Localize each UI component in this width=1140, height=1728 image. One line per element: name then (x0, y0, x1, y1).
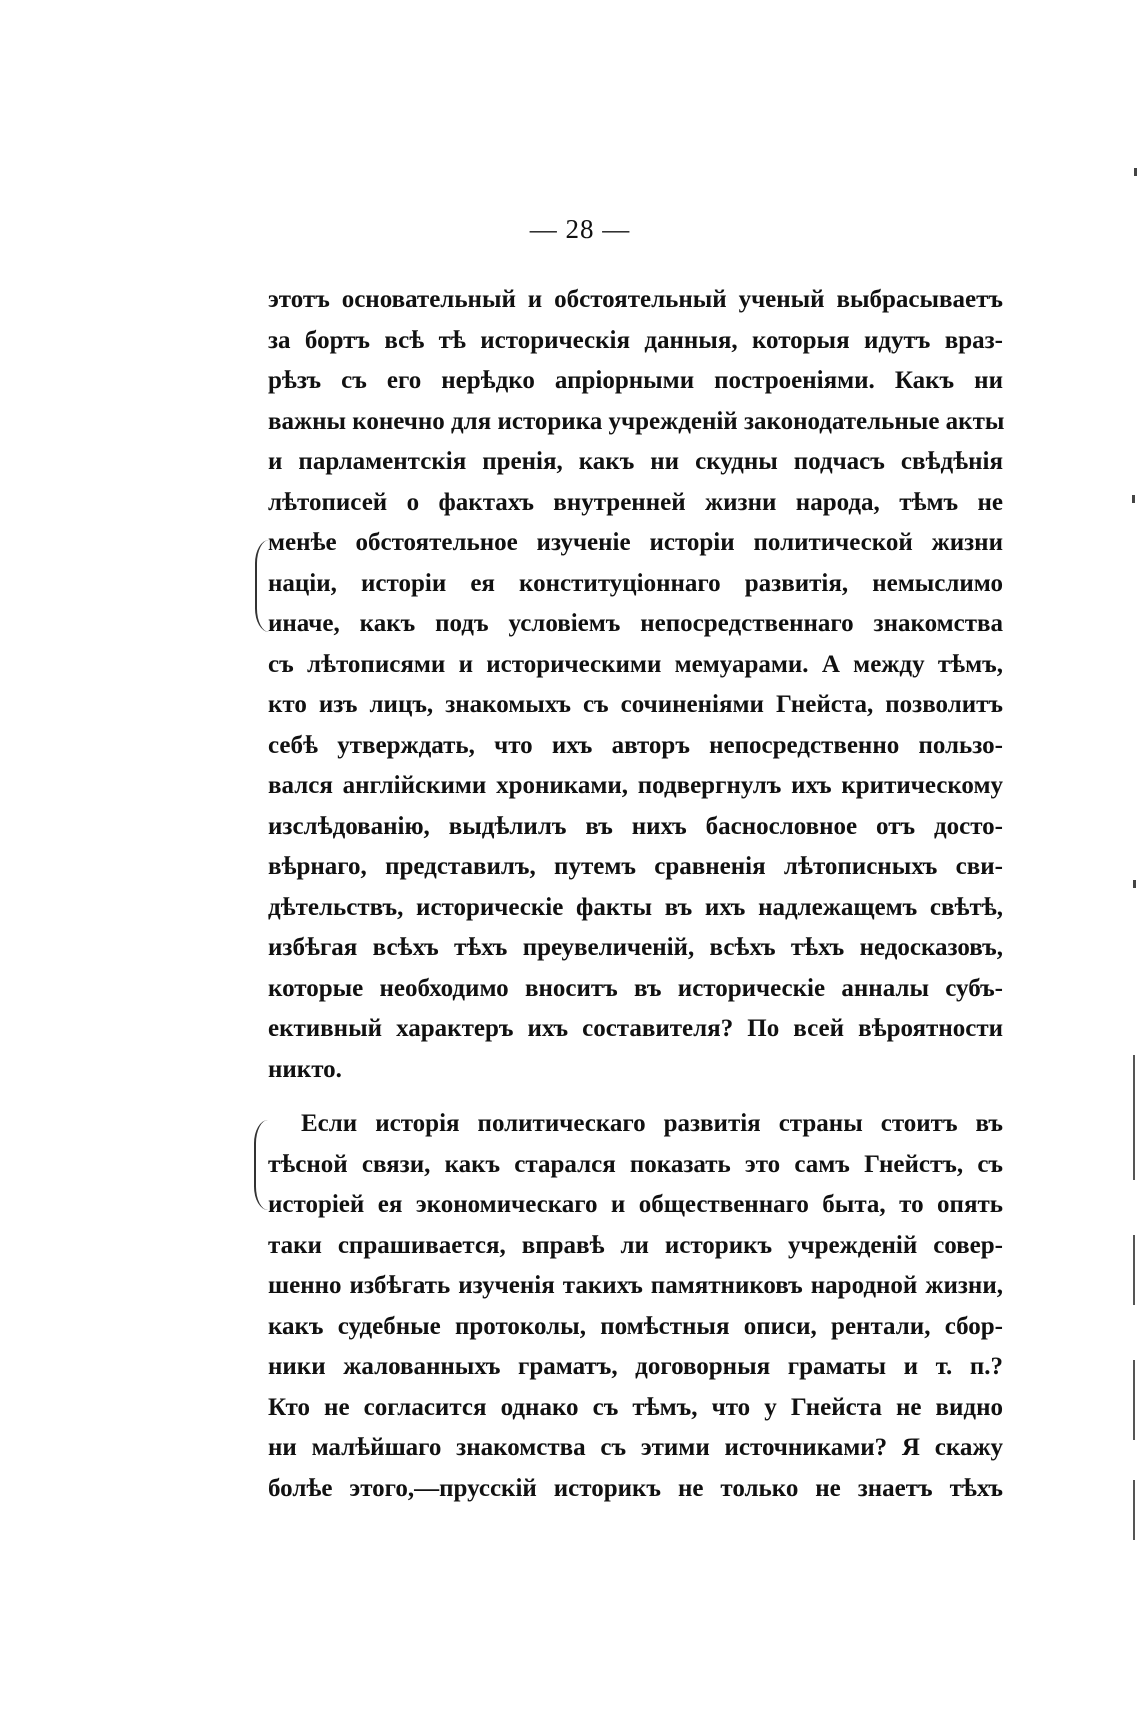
body-text (268, 280, 1003, 1509)
text-line: таки спрашивается, вправѣ ли историкъ учрежденій совер- (268, 1231, 1003, 1259)
paragraph-1 (268, 280, 1003, 1090)
page-edge-artifact (1133, 880, 1136, 888)
text-line: избѣгая всѣхъ тѣхъ преувеличеній, всѣхъ тѣхъ недосказовъ, (268, 934, 1003, 961)
margin-bracket-mark (255, 540, 269, 632)
text-line: лѣтописей о фактахъ внутренней жизни народа, тѣмъ не (268, 488, 1003, 516)
text-line: изслѣдованію, выдѣлилъ въ нихъ баснословное отъ досто- (268, 812, 1003, 840)
text-line: ни малѣйшаго знакомства съ этими источниками? Я скажу (268, 1434, 1003, 1461)
text-line: вался англійскими хрониками, подвергнулъ ихъ критическому (268, 772, 1003, 799)
text-line: вѣрнаго, представилъ, путемъ сравненія лѣтописныхъ сви- (268, 853, 1003, 880)
page-number: — 28 — (529, 214, 631, 244)
text-line: за бортъ всѣ тѣ историческія данныя, которыя идутъ враз- (268, 326, 1003, 354)
text-line: кто изъ лицъ, знакомыхъ съ сочиненіями Гнейста, позволитъ (268, 691, 1003, 718)
text-line: менѣе обстоятельное изученіе исторіи политической жизни (268, 529, 1003, 556)
paragraph-2 (268, 1104, 1003, 1509)
text-line: дѣтельствъ, историческіе факты въ ихъ надлежащемъ свѣтѣ, (268, 893, 1003, 921)
page-edge-artifact (1133, 1480, 1135, 1540)
text-line: какъ судебные протоколы, помѣстныя описи, рентали, сбор- (268, 1312, 1003, 1340)
text-line: шенно избѣгать изученія такихъ памятниковъ народной жизни, (268, 1272, 1003, 1299)
text-line: себѣ утверждать, что ихъ авторъ непосредственно пользо- (268, 731, 1003, 759)
text-line: иначе, какъ подъ условіемъ непосредственнаго знакомства (268, 610, 1003, 637)
text-line: Если исторія политическаго развитія страны стоитъ въ (301, 1110, 1003, 1137)
text-line: которые необходимо вноситъ въ историческіе анналы субъ- (268, 974, 1003, 1002)
page-edge-artifact (1132, 495, 1135, 503)
text-line: Кто не согласится однако съ тѣмъ, что у Гнейста не видно (268, 1393, 1003, 1421)
page-edge-artifact (1133, 1235, 1135, 1305)
text-line: съ лѣтописями и историческими мемуарами. А между тѣмъ, (268, 650, 1003, 678)
text-line: рѣзъ съ его нерѣдко апріорными построеніями. Какъ ни (268, 367, 1003, 394)
margin-bracket-mark (254, 1120, 268, 1210)
page-edge-artifact (1133, 1360, 1135, 1440)
page-edge-artifact (1133, 1055, 1135, 1180)
text-line: никто. (268, 1055, 342, 1083)
text-line: тѣсной связи, какъ старался показать это самъ Гнейстъ, съ (268, 1150, 1003, 1178)
text-line: и парламентскія пренія, какъ ни скудны подчасъ свѣдѣнія (268, 448, 1003, 475)
text-line: этотъ основательный и обстоятельный ученый выбрасываетъ (268, 286, 1003, 313)
page-edge-artifact (1134, 168, 1137, 176)
text-line: ективный характеръ ихъ составителя? По всей вѣроятности (268, 1015, 1003, 1042)
text-line: исторіей ея экономическаго и общественнаго быта, то опять (268, 1191, 1003, 1218)
text-line: ники жалованныхъ граматъ, договорныя граматы и т. п.? (268, 1353, 1003, 1380)
text-line: болѣе этого,—прусскій историкъ не только не знаетъ тѣхъ (268, 1474, 1003, 1502)
text-line: важны конечно для историка учрежденій законодательные акты (268, 407, 1005, 435)
text-line: націи, исторіи ея конституціоннаго развитія, немыслимо (268, 569, 1003, 597)
paragraph-spacer (268, 1090, 1003, 1104)
